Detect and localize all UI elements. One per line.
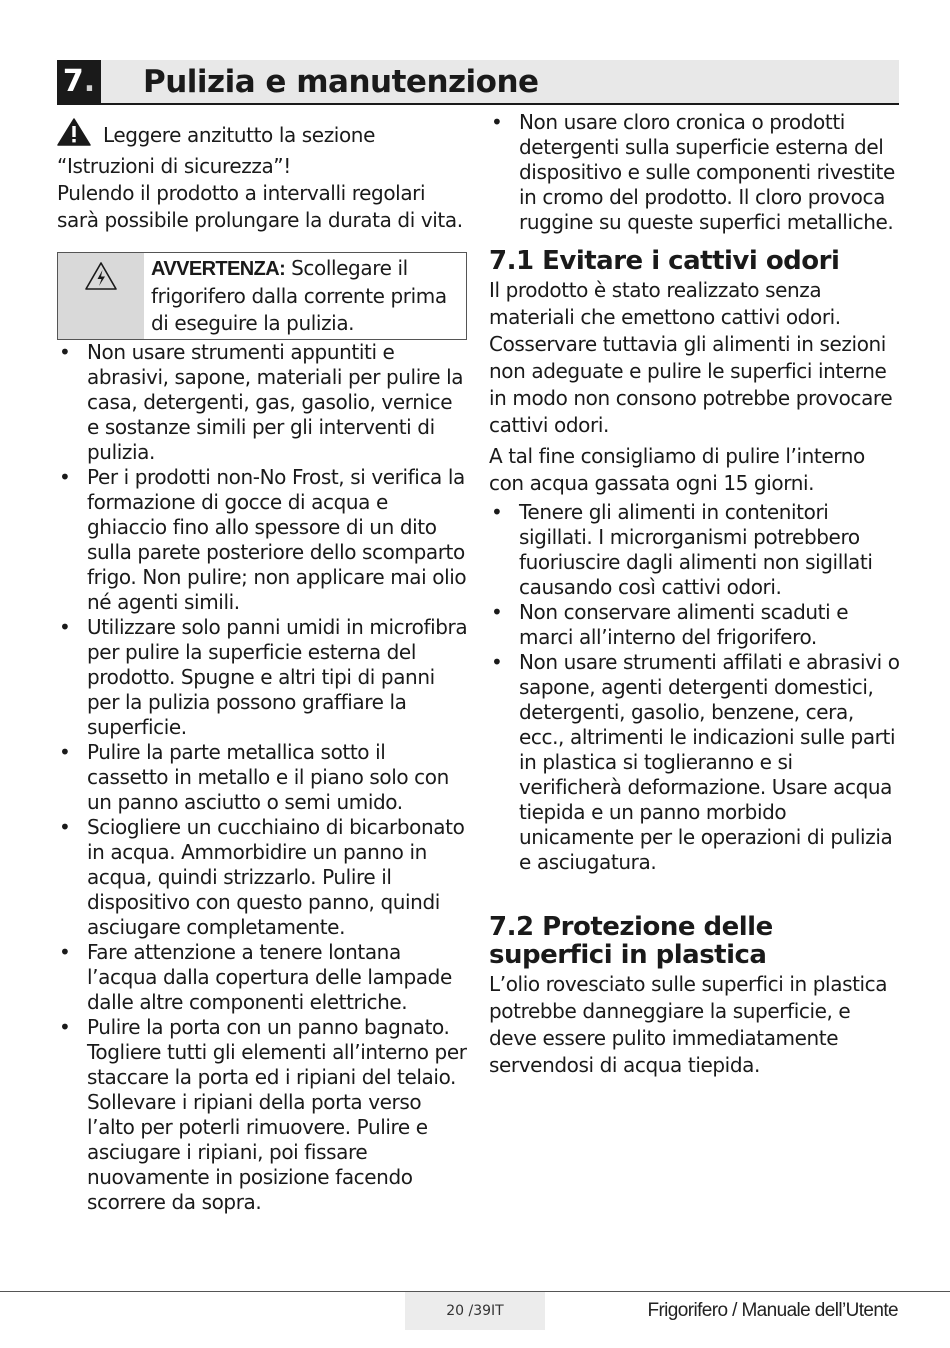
- left-column: [57, 110, 469, 1215]
- intro-safety: [57, 110, 469, 234]
- list-item: • Pulire la porta con un panno bagnato. Togliere tutti gli elementi all’interno per staccare la porta ed i ripiani del telaio. Sollevare i ripiani della porta verso l’alto per poterli rimuovere. Pulire e asciugare i ripiani, poi fissare nuovamente in posizione facendo scorrere da sopra.: [57, 1015, 469, 1215]
- list-item: • Per i prodotti non-No Frost, si verifica la formazione di gocce di acqua e ghiaccio fino allo spessore di un dito sulla parete posteriore dello scomparto frigo. Non pulire; non applicare mai olio né agenti simili.: [57, 465, 469, 615]
- warning-triangle-icon: [57, 118, 91, 153]
- list-item: • Non usare strumenti appuntiti e abrasivi, sapone, materiali per pulire la casa, detergenti, gas, gasolio, vernice e sostanze simili per gli interventi di pulizia.: [57, 340, 469, 465]
- paragraph-7-2: L’olio rovesciato sulle superfici in plastica potrebbe danneggiare la superficie, e deve essere pulito immediatamente servendosi di acqua tiepida.: [489, 972, 888, 1077]
- list-item: • Non conservare alimenti scaduti e marci all’interno del frigorifero.: [489, 600, 901, 650]
- warning-text: [144, 253, 466, 339]
- chlorine-bullet-list: [489, 110, 901, 235]
- paragraph-7-1-a: Il prodotto è stato realizzato senza materiali che emettono cattivi odori. Cosservare tuttavia gli alimenti in sezioni non adeguate e pulire le superfici interne in modo non consono potrebbe provocare cattivi odori.: [489, 278, 893, 437]
- warning-box: [57, 252, 467, 340]
- warning-label: AVVERTENZA:: [151, 258, 286, 280]
- page-number: 20 /39IT: [405, 1292, 545, 1330]
- safety-notice-text: Leggere anzitutto la sezione “Istruzioni di sicurezza”!: [57, 123, 375, 178]
- intro-paragraph: Pulendo il prodotto a intervalli regolari sarà possibile prolungare la durata di vita.: [57, 181, 463, 232]
- warning-message: Scollegare il frigorifero dalla corrente prima di eseguire la pulizia.: [151, 256, 447, 335]
- cleaning-bullet-list: [57, 340, 469, 1215]
- list-item: • Non usare strumenti affilati e abrasivi o sapone, agenti detergenti domestici, detergenti, gasolio, benzene, cera, ecc., altrimenti le indicazioni sulle parti in plastica si toglieranno e si verificherà deformazione. Usare acqua tiepida e un panno morbido unicamente per le operazioni di pulizia e asciugatura.: [489, 650, 901, 875]
- list-item: • Sciogliere un cucchiaino di bicarbonato in acqua. Ammorbidire un panno in acqua, quindi strizzarlo. Pulire il dispositivo con questo panno, quindi asciugare completamente.: [57, 815, 469, 940]
- list-item: • Tenere gli alimenti in contenitori sigillati. I microrganismi potrebbero fuoriuscire dagli alimenti non sigillati causando così cattivi odori.: [489, 500, 901, 600]
- section-number-digit: 7: [62, 64, 84, 99]
- paragraph-7-1-b: A tal fine consigliamo di pulire l’interno con acqua gassata ogni 15 giorni.: [489, 444, 865, 495]
- section-header: [57, 60, 899, 105]
- page-title: Pulizia e manutenzione: [143, 64, 539, 100]
- electric-warning-icon: [84, 261, 118, 339]
- heading-7-1: 7.1 Evitare i cattivi odori: [489, 246, 840, 276]
- section-number: [57, 60, 101, 103]
- right-column: [489, 110, 901, 1079]
- document-title: Frigorifero / Manuale dell’Utente: [647, 1300, 898, 1321]
- list-item: • Utilizzare solo panni umidi in microfibra per pulire la superficie esterna del prodotto. Spugne e altri tipi di panni per la pulizia possono graffiare la superficie.: [57, 615, 469, 740]
- section-number-dot: .: [83, 64, 96, 99]
- list-item: • Non usare cloro cronica o prodotti detergenti sulla superficie esterna del dispositivo e sulle componenti rivestite in cromo del prodotto. Il cloro provoca ruggine su queste superfici metalliche.: [489, 110, 901, 235]
- list-item: • Fare attenzione a tenere lontana l’acqua dalla copertura delle lampade dalle altre componenti elettriche.: [57, 940, 469, 1015]
- odor-bullet-list: [489, 500, 901, 875]
- heading-7-2: 7.2 Protezione delle superfici in plastica: [489, 912, 773, 970]
- list-item: • Pulire la parte metallica sotto il cassetto in metallo e il piano solo con un panno asciutto o semi umido.: [57, 740, 469, 815]
- warning-icon-cell: [58, 253, 144, 339]
